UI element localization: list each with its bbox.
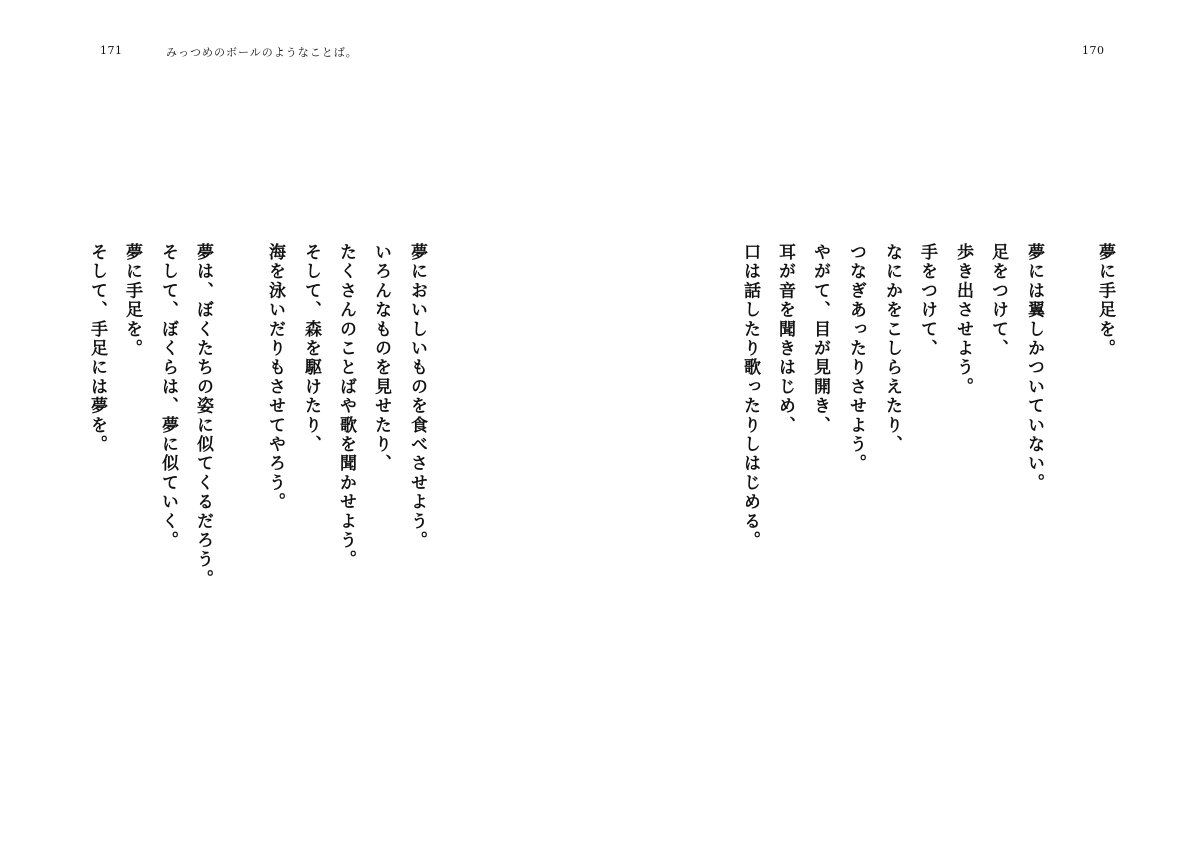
poem-line: 夢に手足を。: [1095, 243, 1115, 359]
poem-line: やがて、目が見開き、: [810, 243, 830, 435]
running-title: みっつめのボールのようなことば。: [166, 46, 358, 59]
poem-line: そして、手足には夢を。: [87, 243, 107, 455]
poem-line: 手をつけて、: [917, 243, 937, 359]
poem-line: 夢は、ぼくたちの姿に似てくるだろう。: [193, 243, 213, 589]
right-page: [600, 0, 1200, 846]
poem-line: なにかをこしらえたり、: [882, 243, 902, 455]
poem-line: 夢には翼しかついていない。: [1024, 243, 1044, 493]
poem-line: 口は話したり歌ったりしはじめる。: [740, 243, 760, 551]
poem-line: つなぎあったりさせよう。: [846, 243, 866, 474]
poem-line: 足をつけて、: [988, 243, 1008, 359]
poem-line: たくさんのことばや歌を聞かせよう。: [336, 243, 356, 570]
poem-line: そして、森を駆けたり、: [301, 243, 321, 455]
poem-line: 夢に手足を。: [122, 243, 142, 359]
poem-line: そして、ぼくらは、夢に似ていく。: [158, 243, 178, 551]
page-number-left: 171: [100, 44, 123, 57]
page-number-right: 170: [1082, 44, 1105, 57]
poem-line: 海を泳いだりもさせてやろう。: [265, 243, 285, 512]
poem-line: いろんなものを見せたり、: [371, 243, 391, 474]
poem-line: 夢においしいものを食べさせよう。: [407, 243, 427, 551]
poem-line: 歩き出させよう。: [953, 243, 973, 397]
poem-line: 耳が音を聞きはじめ、: [775, 243, 795, 435]
